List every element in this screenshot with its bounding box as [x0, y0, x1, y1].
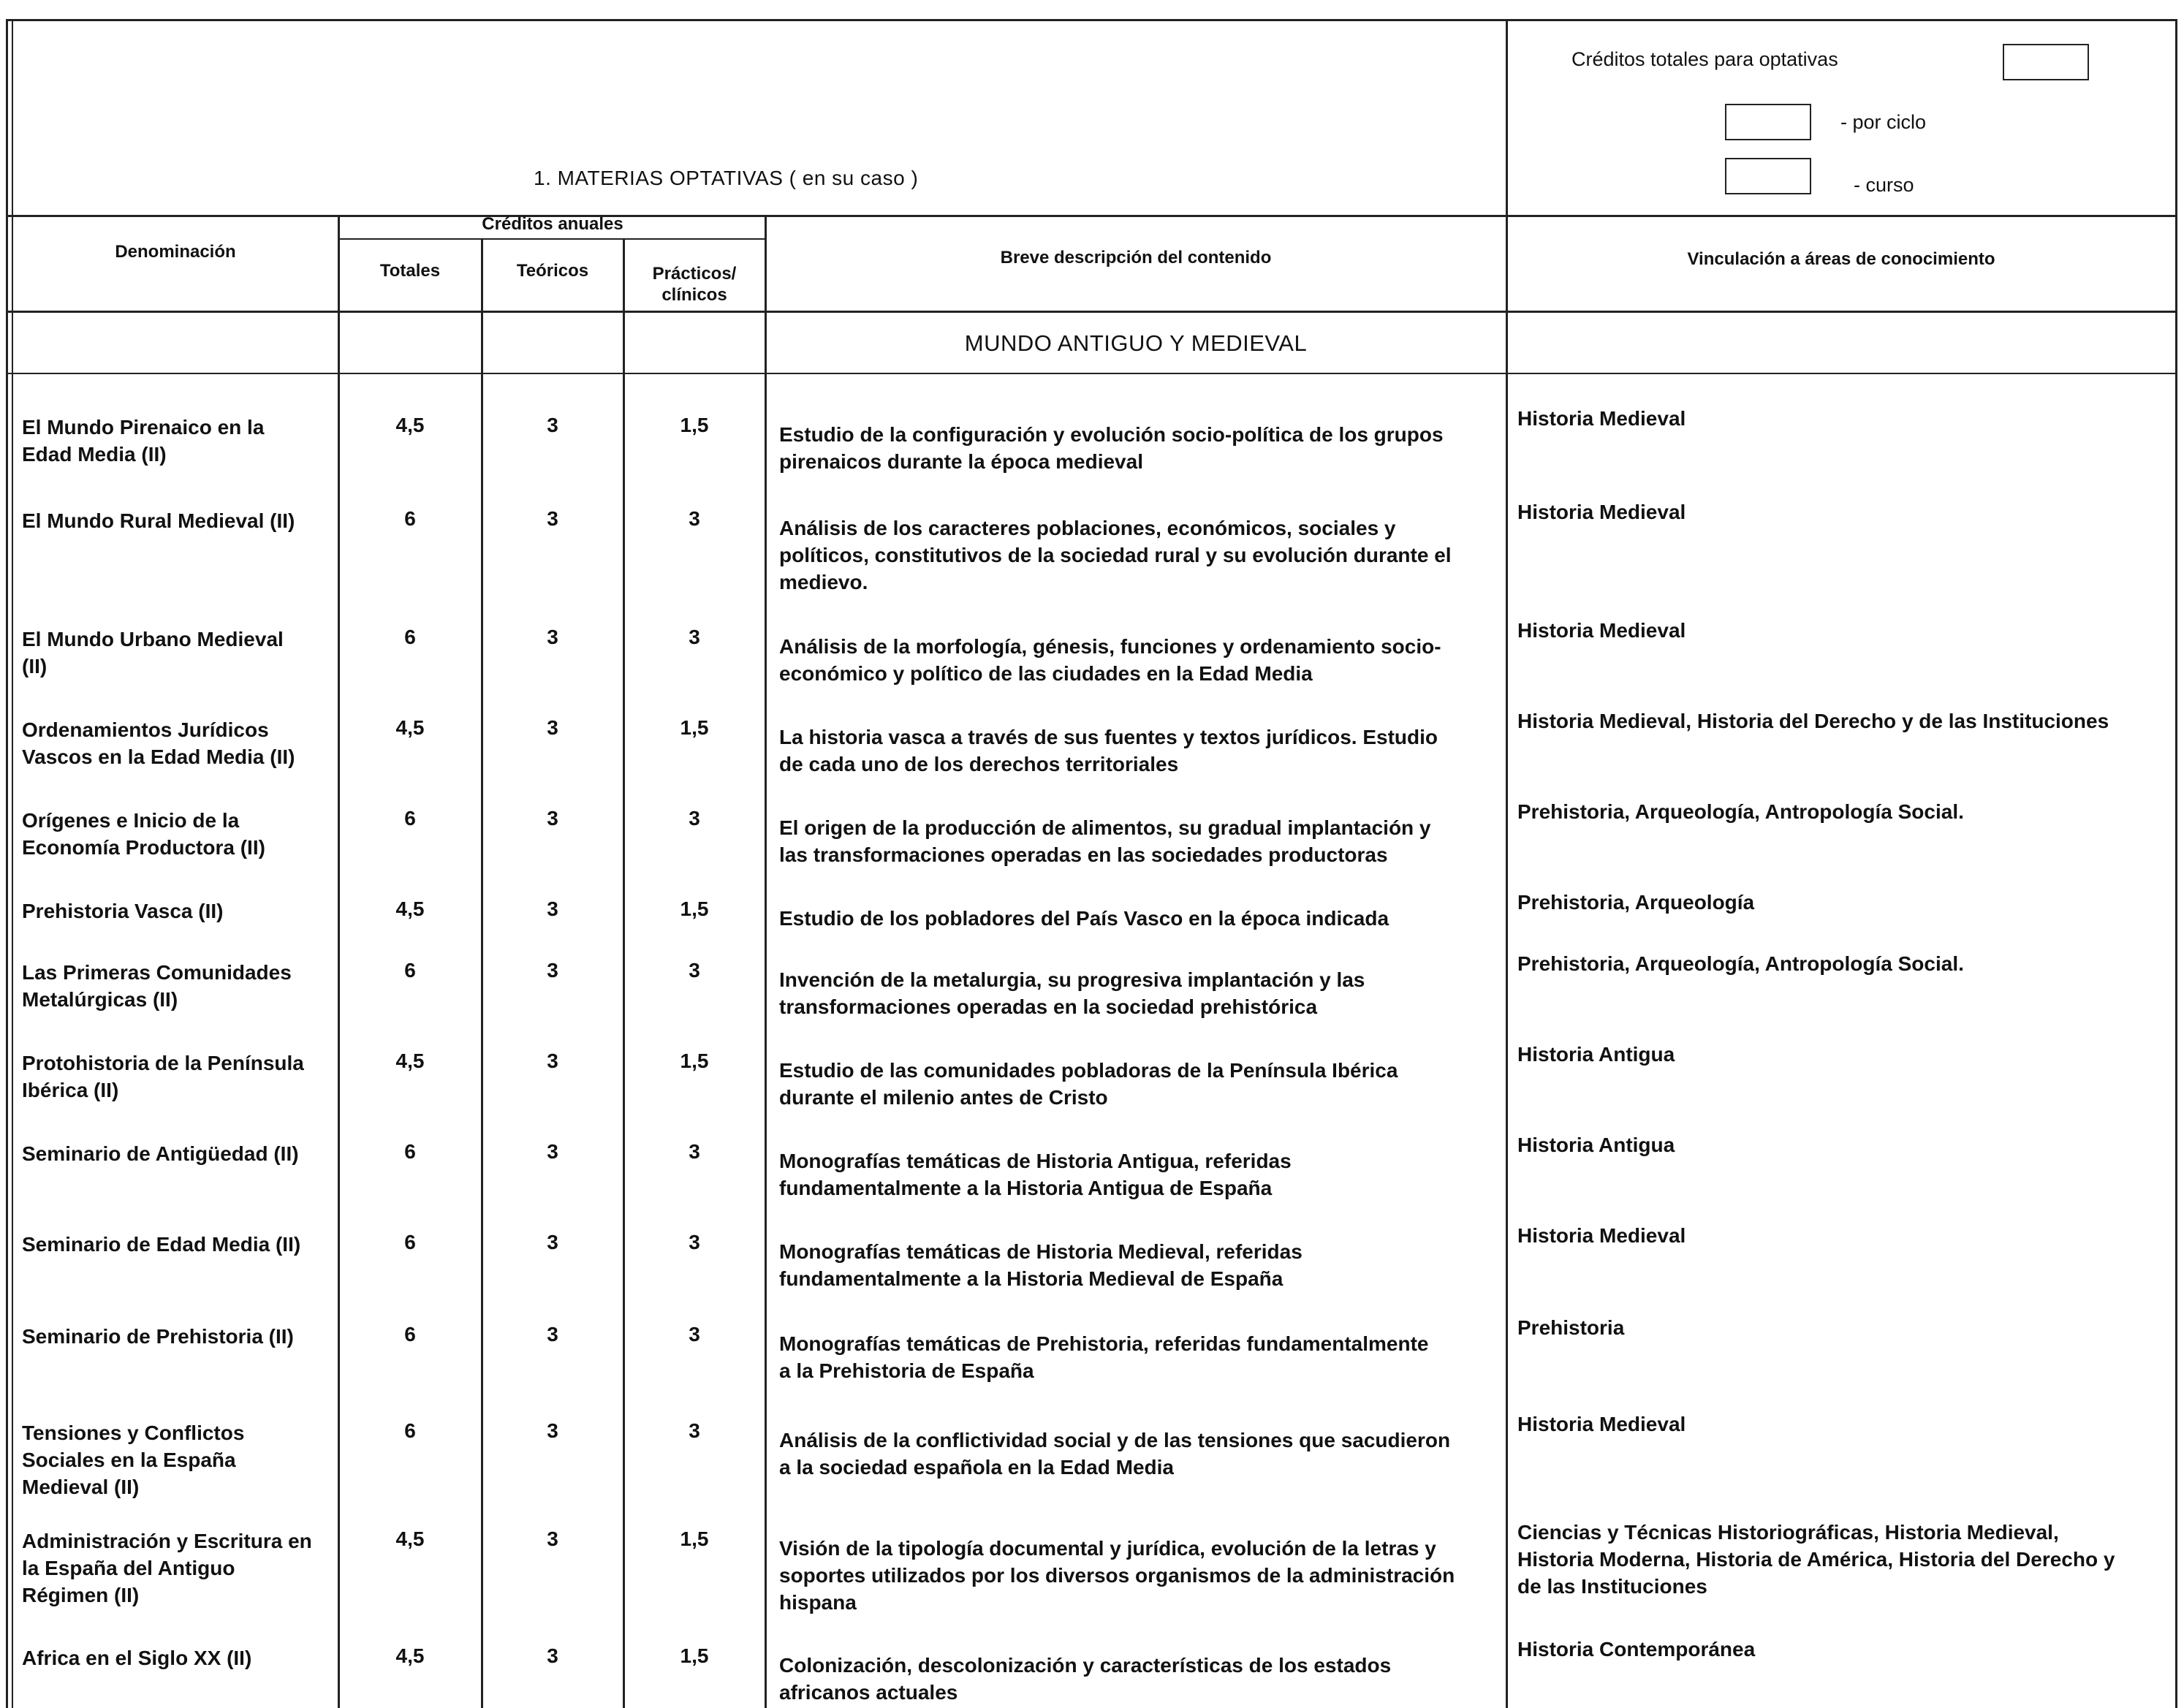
row-practicos: 3 [689, 959, 700, 982]
per-cycle-box [1725, 104, 1811, 140]
row-name-line: Protohistoria de la Península [22, 1052, 304, 1074]
row-teoricos: 3 [547, 626, 558, 648]
row-name-line: Medieval (II) [22, 1476, 140, 1498]
table-frame-top [6, 19, 2177, 21]
row-totales: 6 [404, 626, 416, 648]
column-line-descripcion [765, 215, 767, 1708]
row-area-line: Ciencias y Técnicas Historiográficas, Historia Medieval, [1517, 1521, 2059, 1544]
row-description-line: fundamentalmente a la Historia Medieval de España [779, 1267, 1284, 1290]
col-header-teoricos: Teóricos [516, 261, 589, 281]
row-area-line: Historia Medieval [1517, 619, 1686, 642]
row-teoricos: 3 [547, 716, 558, 739]
row-area-line: Historia Medieval [1517, 1224, 1686, 1247]
credits-total-box [2003, 44, 2089, 80]
col-header-descripcion: Breve descripción del contenido [1000, 248, 1272, 267]
col-header-vinculacion: Vinculación a áreas de conocimiento [1687, 249, 1995, 269]
row-name-line: Seminario de Edad Media (II) [22, 1233, 301, 1256]
row-practicos: 3 [689, 1231, 700, 1253]
row-description-line: Estudio de los pobladores del País Vasco en la época indicada [779, 907, 1389, 930]
row-name-line: Seminario de Prehistoria (II) [22, 1325, 294, 1348]
row-practicos: 1,5 [680, 1050, 709, 1072]
row-description-line: Análisis de la conflictividad social y de las tensiones que sacudieron [779, 1429, 1451, 1451]
row-practicos: 1,5 [680, 716, 709, 739]
row-area-line: Historia Moderna, Historia de América, Historia del Derecho y [1517, 1548, 2115, 1571]
row-description-line: Estudio de la configuración y evolución socio-política de los grupos [779, 423, 1444, 446]
row-area-line: Historia Antigua [1517, 1043, 1675, 1066]
row-totales: 6 [404, 507, 416, 530]
row-description-line: transformaciones operadas en la sociedad prehistórica [779, 995, 1318, 1018]
row-teoricos: 3 [547, 1644, 558, 1667]
row-name-line: Edad Media (II) [22, 443, 167, 466]
row-practicos: 3 [689, 1419, 700, 1442]
row-description-line: Invención de la metalurgia, su progresiva implantación y las [779, 968, 1365, 991]
row-description-line: Monografías temáticas de Prehistoria, referidas fundamentalmente [779, 1332, 1429, 1355]
row-area-line: Prehistoria, Arqueología [1517, 891, 1755, 914]
row-name-line: Africa en el Siglo XX (II) [22, 1647, 252, 1669]
row-name-line: Administración y Escritura en [22, 1530, 312, 1552]
row-area-line: Historia Medieval [1517, 407, 1686, 430]
row-area-line: Prehistoria, Arqueología, Antropología Social. [1517, 952, 1964, 975]
table-frame-right [2175, 19, 2177, 1708]
row-description-line: a la sociedad española en la Edad Media [779, 1456, 1174, 1479]
row-totales: 6 [404, 1140, 416, 1163]
header-divider [6, 215, 2177, 217]
row-name-line: Ibérica (II) [22, 1079, 119, 1101]
col-header-totales: Totales [379, 261, 441, 281]
row-description-line: La historia vasca a través de sus fuentes y textos jurídicos. Estudio [779, 726, 1438, 748]
row-area-line: Historia Contemporánea [1517, 1638, 1756, 1660]
row-description-line: de cada uno de los derechos territoriales [779, 753, 1179, 775]
row-name-line: Sociales en la España [22, 1449, 236, 1471]
row-name-line: Economía Productora (II) [22, 836, 265, 859]
row-area-line: Historia Medieval [1517, 501, 1686, 523]
row-totales: 6 [404, 959, 416, 982]
row-description-line: Colonización, descolonización y características de los estados [779, 1654, 1392, 1677]
row-description-line: económico y político de las ciudades en la Edad Media [779, 662, 1313, 685]
row-area-line: Prehistoria, Arqueología, Antropología Social. [1517, 800, 1964, 823]
section-title: MUNDO ANTIGUO Y MEDIEVAL [964, 330, 1308, 356]
row-teoricos: 3 [547, 897, 558, 920]
row-name-line: Tensiones y Conflictos [22, 1422, 245, 1444]
row-practicos: 1,5 [680, 1644, 709, 1667]
row-description-line: Análisis de los caracteres poblaciones, económicos, sociales y [779, 517, 1396, 539]
row-practicos: 3 [689, 1140, 700, 1163]
row-practicos: 1,5 [680, 897, 709, 920]
row-practicos: 1,5 [680, 414, 709, 436]
page-title: 1. MATERIAS OPTATIVAS ( en su caso ) [534, 167, 919, 189]
row-practicos: 3 [689, 807, 700, 830]
row-teoricos: 3 [547, 507, 558, 530]
row-description-line: Estudio de las comunidades pobladoras de la Península Ibérica [779, 1059, 1398, 1082]
row-description-line: africanos actuales [779, 1681, 958, 1704]
row-totales: 4,5 [395, 1050, 425, 1072]
per-course-label: - curso [1854, 174, 1914, 196]
row-description-line: durante el milenio antes de Cristo [779, 1086, 1108, 1109]
row-name-line: (II) [22, 655, 48, 677]
row-area-line: Historia Medieval [1517, 1413, 1686, 1435]
table-frame-left-inner [12, 19, 13, 1708]
row-totales: 4,5 [395, 1644, 425, 1667]
row-description-line: fundamentalmente a la Historia Antigua de España [779, 1177, 1273, 1199]
row-totales: 6 [404, 1323, 416, 1345]
row-totales: 6 [404, 807, 416, 830]
per-course-box [1725, 158, 1811, 194]
col-header-practicos-line1: Prácticos/ [652, 264, 737, 284]
row-teoricos: 3 [547, 414, 558, 436]
row-name-line: Vascos en la Edad Media (II) [22, 745, 295, 768]
row-description-line: Análisis de la morfología, génesis, funciones y ordenamiento socio- [779, 635, 1441, 658]
row-description-line: Monografías temáticas de Historia Antigua, referidas [779, 1150, 1292, 1172]
row-description-line: hispana [779, 1591, 857, 1614]
credits-subheader-divider [338, 238, 766, 240]
row-name-line: Régimen (II) [22, 1584, 140, 1606]
row-area-line: de las Instituciones [1517, 1575, 1707, 1598]
row-practicos: 3 [689, 626, 700, 648]
column-header-bottom [6, 311, 2177, 313]
row-totales: 4,5 [395, 897, 425, 920]
section-divider [6, 373, 2177, 374]
row-area-line: Prehistoria [1517, 1316, 1625, 1339]
row-name-line: Ordenamientos Jurídicos [22, 718, 269, 741]
row-area-line: Historia Antigua [1517, 1134, 1675, 1156]
row-description-line: las transformaciones operadas en las sociedades productoras [779, 843, 1388, 866]
row-practicos: 3 [689, 1323, 700, 1345]
row-description-line: soportes utilizados por los diversos organismos de la administración [779, 1564, 1455, 1587]
row-area-line: Historia Medieval, Historia del Derecho y de las Instituciones [1517, 710, 2109, 732]
row-name-line: El Mundo Urbano Medieval [22, 628, 284, 650]
row-teoricos: 3 [547, 1527, 558, 1550]
row-description-line: Visión de la tipología documental y jurídica, evolución de la letras y [779, 1537, 1436, 1560]
row-totales: 4,5 [395, 414, 425, 436]
row-teoricos: 3 [547, 1231, 558, 1253]
row-teoricos: 3 [547, 1419, 558, 1442]
row-description-line: Monografías temáticas de Historia Medieval, referidas [779, 1240, 1303, 1263]
row-name-line: Las Primeras Comunidades [22, 961, 292, 984]
credits-total-label: Créditos totales para optativas [1571, 48, 1838, 70]
row-description-line: medievo. [779, 571, 868, 593]
row-teoricos: 3 [547, 1140, 558, 1163]
row-name-line: Prehistoria Vasca (II) [22, 900, 224, 922]
row-teoricos: 3 [547, 1050, 558, 1072]
col-header-practicos [624, 263, 765, 305]
row-totales: 4,5 [395, 1527, 425, 1550]
row-name-line: El Mundo Pirenaico en la [22, 416, 265, 439]
row-totales: 4,5 [395, 716, 425, 739]
row-totales: 6 [404, 1419, 416, 1442]
row-practicos: 1,5 [680, 1527, 709, 1550]
row-teoricos: 3 [547, 1323, 558, 1345]
col-header-creditos-anuales: Créditos anuales [482, 214, 623, 234]
row-name-line: Metalúrgicas (II) [22, 988, 178, 1011]
row-description-line: El origen de la producción de alimentos, su gradual implantación y [779, 816, 1431, 839]
table-frame-left [6, 19, 8, 1708]
row-name-line: Seminario de Antigüedad (II) [22, 1142, 299, 1165]
row-totales: 6 [404, 1231, 416, 1253]
row-name-line: El Mundo Rural Medieval (II) [22, 509, 295, 532]
row-description-line: políticos, constitutivos de la sociedad rural y su evolución durante el [779, 544, 1452, 566]
col-header-practicos-line2: clínicos [661, 285, 727, 305]
row-teoricos: 3 [547, 959, 558, 982]
row-teoricos: 3 [547, 807, 558, 830]
row-name-line: la España del Antiguo [22, 1557, 235, 1579]
row-name-line: Orígenes e Inicio de la [22, 809, 240, 832]
col-header-denominacion: Denominación [115, 242, 236, 262]
per-cycle-label: - por ciclo [1840, 111, 1927, 133]
row-description-line: pirenaicos durante la época medieval [779, 450, 1143, 473]
row-description-line: a la Prehistoria de España [779, 1359, 1034, 1382]
row-practicos: 3 [689, 507, 700, 530]
